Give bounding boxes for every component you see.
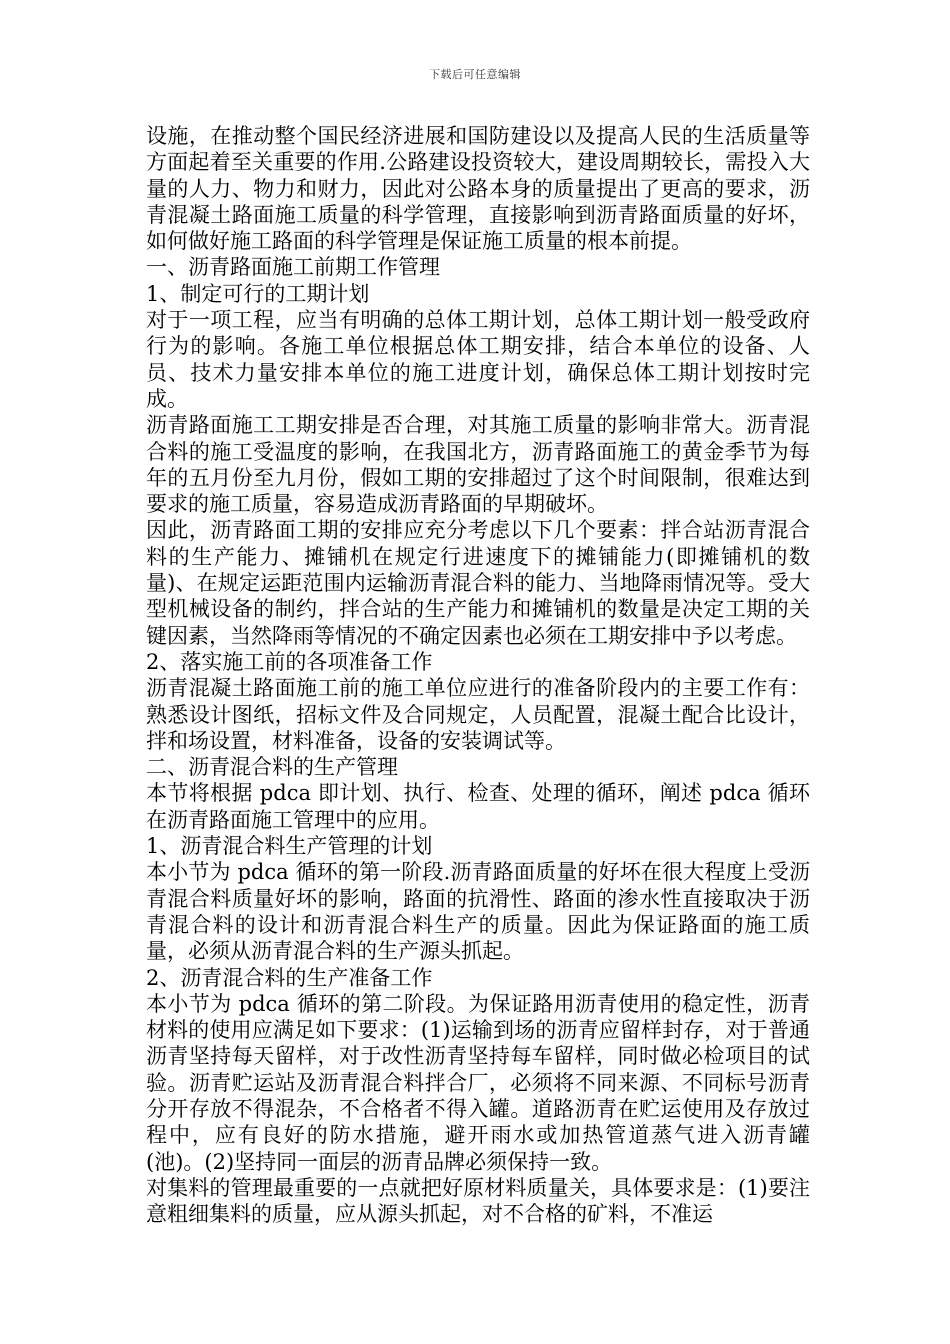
paragraph: 对集料的管理最重要的一点就把好原材料质量关，具体要求是：(1)要注意粗细集料的质量，应从源头抓起，对不合格的矿料，不准运 [146,1175,810,1227]
section-heading-1: 一、沥青路面施工前期工作管理 [146,255,440,280]
paragraph: 因此，沥青路面工期的安排应充分考虑以下几个要素：拌合站沥青混合料的生产能力、摊铺机在规定行进速度下的摊铺能力(即摊铺机的数量)、在规定运距范围内运输沥青混合料的能力、当地降雨情况等。受大型机械设备的制约，拌合站的生产能力和摊铺机的数量是决定工期的关键因素，当然降雨等情况的不确定因素也必须在工期安排中予以考虑。 [146,518,810,648]
paragraph: 沥青混凝土路面施工前的施工单位应进行的准备阶段内的主要工作有：熟悉设计图纸，招标文件及合同规定，人员配置，混凝土配合比设计，拌和场设置，材料准备，设备的安装调试等。 [146,676,810,753]
paragraph: 本小节为 pdca 循环的第一阶段.沥青路面质量的好坏在很大程度上受沥青混合料质量好坏的影响，路面的抗滑性、路面的渗水性直接取决于沥青混合料的设计和沥青混合料生产的质量。因此为保证路面的施工质量，必须从沥青混合料的生产源头抓起。 [146,860,810,964]
paragraph: 本小节为 pdca 循环的第二阶段。为保证路用沥青使用的稳定性，沥青材料的使用应满足如下要求：(1)运输到场的沥青应留样封存，对于普通沥青坚持每天留样，对于改性沥青坚持每车留样，同时做必检项目的试验。沥青贮运站及沥青混合料拌合厂，必须将不同来源、不同标号沥青分开存放不得混杂，不合格者不得入罐。道路沥青在贮运使用及存放过程中，应有良好的防水措施，避开雨水或加热管道蒸气进入沥青罐(池)。(2)坚持同一面层的沥青品牌必须保持一致。 [146,991,810,1174]
subsection-heading-1-1: 1、制定可行的工期计划 [146,281,370,306]
subsection-heading-1-2: 2、落实施工前的各项准备工作 [146,649,433,674]
paragraph-intro: 设施，在推动整个国民经济进展和国防建设以及提高人民的生活质量等方面起着至关重要的作用.公路建设投资较大，建设周期较长，需投入大量的人力、物力和财力，因此对公路本身的质量提出了更高的要求，沥青混凝土路面施工质量的科学管理，直接影响到沥青路面质量的好坏，如何做好施工路面的科学管理是保证施工质量的根本前提。 [146,124,810,254]
page-header: 下载后可任意编辑 [429,68,521,81]
paragraph: 本节将根据 pdca 即计划、执行、检查、处理的循环，阐述 pdca 循环在沥青路面施工管理中的应用。 [146,781,810,832]
subsection-heading-2-1: 1、沥青混合料生产管理的计划 [146,834,433,859]
document-body [146,123,810,1227]
paragraph: 对于一项工程，应当有明确的总体工期计划，总体工期计划一般受政府行为的影响。各施工单位根据总体工期安排，结合本单位的设备、人员、技术力量安排本单位的施工进度计划，确保总体工期计划按时完成。 [146,308,810,411]
section-heading-2: 二、沥青混合料的生产管理 [146,755,398,780]
paragraph: 沥青路面施工工期安排是否合理，对其施工质量的影响非常大。沥青混合料的施工受温度的影响，在我国北方，沥青路面施工的黄金季节为每年的五月份至九月份，假如工期的安排超过了这个时间限制，很难达到要求的施工质量，容易造成沥青路面的早期破坏。 [146,413,810,517]
subsection-heading-2-2: 2、沥青混合料的生产准备工作 [146,965,433,990]
